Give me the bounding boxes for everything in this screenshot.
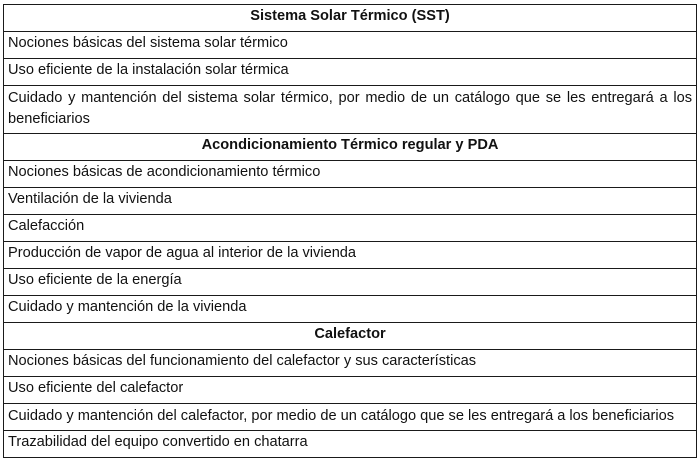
topic-cell: Nociones básicas del sistema solar térmico bbox=[4, 32, 697, 59]
section-header-row bbox=[4, 134, 697, 161]
training-topics-table bbox=[3, 4, 697, 458]
topic-cell: Cuidado y mantención del sistema solar térmico, por medio de un catálogo que se les entregará a los beneficiarios bbox=[4, 86, 697, 134]
topic-cell: Nociones básicas del funcionamiento del calefactor y sus características bbox=[4, 350, 697, 377]
topic-cell: Trazabilidad del equipo convertido en chatarra bbox=[4, 431, 697, 458]
table-row bbox=[4, 188, 697, 215]
topic-cell: Calefacción bbox=[4, 215, 697, 242]
table-row bbox=[4, 404, 697, 431]
section-title-sst: Sistema Solar Térmico (SST) bbox=[4, 5, 697, 32]
topic-cell: Cuidado y mantención del calefactor, por medio de un catálogo que se les entregará a los beneficiarios bbox=[4, 404, 697, 431]
topic-cell: Cuidado y mantención de la vivienda bbox=[4, 296, 697, 323]
document-page bbox=[3, 4, 697, 458]
table-row bbox=[4, 215, 697, 242]
topic-cell: Uso eficiente de la energía bbox=[4, 269, 697, 296]
topic-cell: Ventilación de la vivienda bbox=[4, 188, 697, 215]
table-row bbox=[4, 350, 697, 377]
table-row bbox=[4, 296, 697, 323]
topic-cell: Uso eficiente de la instalación solar térmica bbox=[4, 59, 697, 86]
table-row bbox=[4, 242, 697, 269]
section-header-row bbox=[4, 5, 697, 32]
topic-cell: Nociones básicas de acondicionamiento térmico bbox=[4, 161, 697, 188]
section-title-acondicionamiento: Acondicionamiento Térmico regular y PDA bbox=[4, 134, 697, 161]
topic-cell: Uso eficiente del calefactor bbox=[4, 377, 697, 404]
topic-cell: Producción de vapor de agua al interior de la vivienda bbox=[4, 242, 697, 269]
section-header-row bbox=[4, 323, 697, 350]
table-row bbox=[4, 269, 697, 296]
section-title-calefactor: Calefactor bbox=[4, 323, 697, 350]
table-row bbox=[4, 32, 697, 59]
table-row bbox=[4, 161, 697, 188]
table-row bbox=[4, 431, 697, 458]
table-row bbox=[4, 377, 697, 404]
table-row bbox=[4, 86, 697, 134]
table-row bbox=[4, 59, 697, 86]
